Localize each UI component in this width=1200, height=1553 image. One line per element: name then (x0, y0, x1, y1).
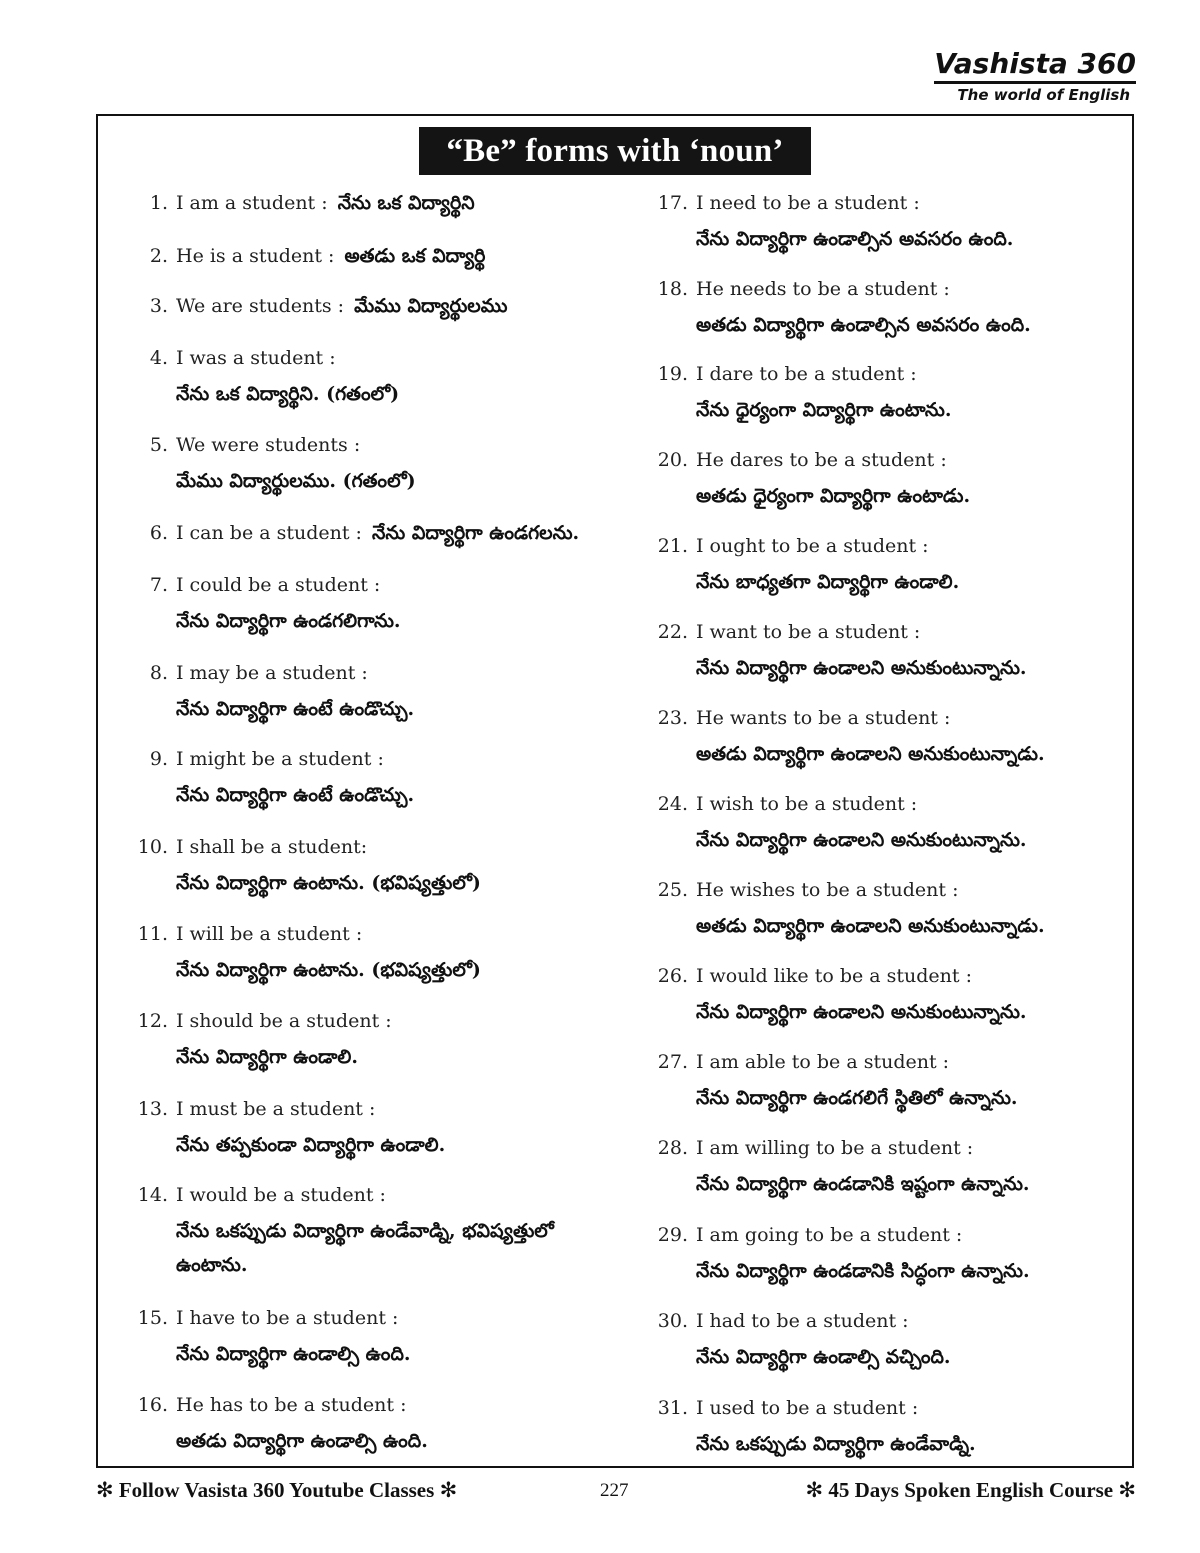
telugu-translation: నేను విద్యార్థిగా ఉండాలని అనుకుంటున్నాను. (696, 829, 1027, 851)
english-text: I dare to be a student : (696, 363, 917, 385)
telugu-translation: అతడు విద్యార్థిగా ఉండాలని అనుకుంటున్నాడు. (696, 743, 1045, 765)
english-text: I wish to be a student : (696, 793, 918, 815)
item-number: 20. (657, 449, 688, 471)
list-item (132, 921, 481, 983)
telugu-translation: నేను ఒక విద్యార్థిని. (గతంలో) (176, 383, 400, 405)
item-number: 7. (149, 574, 168, 596)
footer-right-text: 45 Days Spoken English Course (828, 1478, 1114, 1502)
list-item (132, 520, 579, 546)
english-text: I was a student : (176, 347, 336, 369)
telugu-translation: అతడు విద్యార్థిగా ఉండాల్సి ఉంది. (176, 1430, 428, 1452)
english-sentence (132, 1096, 445, 1122)
telugu-translation: నేను విద్యార్థిగా ఉండాలని అనుకుంటున్నాను. (696, 1001, 1027, 1023)
item-number: 27. (657, 1051, 688, 1073)
item-number: 8. (149, 662, 168, 684)
star-icon: ✻ (805, 1478, 824, 1502)
english-text: I shall be a student: (176, 836, 368, 858)
english-text: He has to be a student : (176, 1394, 407, 1416)
star-icon: ✻ (96, 1478, 114, 1502)
list-item (132, 572, 401, 634)
item-number: 18. (657, 278, 688, 300)
footer-right (806, 1476, 1136, 1504)
item-number: 12. (137, 1010, 168, 1032)
list-item (132, 432, 416, 494)
english-text: He is a student : (176, 245, 341, 267)
list-item (652, 705, 1045, 767)
list-item (132, 190, 475, 216)
list-item (132, 746, 414, 808)
english-sentence (652, 447, 970, 473)
list-item (652, 877, 1045, 939)
telugu-translation: నేను విద్యార్థిగా ఉండాల్సిన అవసరం ఉంది. (696, 228, 1014, 250)
item-number: 1. (149, 192, 168, 214)
english-text: I need to be a student : (696, 192, 920, 214)
telugu-translation: నేను విద్యార్థిగా ఉండాలని అనుకుంటున్నాను. (696, 657, 1027, 679)
english-sentence (652, 1395, 976, 1421)
english-sentence (652, 361, 951, 387)
item-number: 31. (657, 1397, 688, 1419)
english-text: He dares to be a student : (696, 449, 947, 471)
english-text: I would like to be a student : (696, 965, 972, 987)
english-text: I ought to be a student : (696, 535, 929, 557)
telugu-translation: నేను విద్యార్థిగా ఉండాల్సి వచ్చింది. (696, 1346, 951, 1368)
english-text: He wishes to be a student : (696, 879, 959, 901)
item-number: 30. (657, 1310, 688, 1332)
footer-left-text: Follow Vasista 360 Youtube Classes (118, 1478, 435, 1502)
english-text: I am a student : (176, 192, 334, 214)
english-sentence (652, 963, 1027, 989)
english-text: We were students : (176, 434, 361, 456)
english-sentence (132, 190, 475, 216)
english-text: I used to be a student : (696, 1397, 919, 1419)
english-text: I have to be a student : (176, 1307, 399, 1329)
item-number: 13. (137, 1098, 168, 1120)
page-title: “Be” forms with ‘noun’ (419, 127, 811, 175)
brand-tagline: The world of English (957, 86, 1130, 104)
item-number: 2. (149, 245, 168, 267)
list-item (652, 1395, 976, 1457)
english-sentence (652, 1222, 1030, 1248)
english-text: He wants to be a student : (696, 707, 951, 729)
star-icon: ✻ (1118, 1478, 1136, 1502)
english-sentence (652, 791, 1027, 817)
page-number: 227 (600, 1480, 629, 1501)
brand-header (934, 48, 1136, 104)
english-sentence (652, 1135, 1030, 1161)
list-item (652, 791, 1027, 853)
english-sentence (132, 834, 481, 860)
english-text: I would be a student : (176, 1184, 386, 1206)
telugu-translation: నేను విద్యార్థిగా ఉంటాను. (భవిష్యత్తులో) (176, 872, 481, 894)
telugu-translation: నేను ఒకప్పుడు విద్యార్థిగా ఉండేవాడ్ని. (696, 1433, 976, 1455)
telugu-translation: నేను విద్యార్థిగా ఉండగలిగాను. (176, 610, 401, 632)
telugu-translation: నేను ఒకప్పుడు విద్యార్థిగా ఉండేవాడ్ని, భవిష్యత్తులో ఉంటాను. (176, 1220, 554, 1276)
telugu-translation: అతడు విద్యార్థిగా ఉండాల్సిన అవసరం ఉంది. (696, 314, 1031, 336)
list-item (652, 1308, 950, 1370)
telugu-translation: నేను విద్యార్థిగా ఉండాల్సి ఉంది. (176, 1343, 411, 1365)
english-sentence (132, 1392, 428, 1418)
english-sentence (132, 1305, 410, 1331)
telugu-translation: మేము విద్యార్థులము (354, 295, 508, 317)
telugu-translation: నేను విద్యార్థిగా ఉండాలి. (176, 1046, 358, 1068)
telugu-translation: నేను విద్యార్థిగా ఉండగలను. (372, 522, 580, 544)
list-item (132, 1182, 616, 1282)
english-sentence (652, 190, 1013, 216)
item-number: 15. (137, 1307, 168, 1329)
telugu-translation: నేను విద్యార్థిగా ఉంటే ఉండొచ్చు. (176, 784, 415, 806)
english-sentence (132, 243, 485, 269)
star-icon: ✻ (439, 1478, 458, 1502)
english-text: I should be a student : (176, 1010, 392, 1032)
item-number: 29. (657, 1224, 688, 1246)
english-text: He needs to be a student : (696, 278, 950, 300)
telugu-translation: నేను ఒక విద్యార్థిని (337, 192, 475, 214)
english-text: I had to be a student : (696, 1310, 909, 1332)
english-text: I could be a student : (176, 574, 381, 596)
english-sentence (652, 533, 959, 559)
english-sentence (132, 520, 579, 546)
item-number: 19. (657, 363, 688, 385)
english-sentence (132, 746, 414, 772)
telugu-translation: నేను విద్యార్థిగా ఉంటే ఉండొచ్చు. (176, 698, 415, 720)
list-item (132, 1008, 392, 1070)
telugu-translation: నేను విద్యార్థిగా ఉండడానికి సిద్ధంగా ఉన్నాను. (696, 1260, 1030, 1282)
item-number: 25. (657, 879, 688, 901)
list-item (652, 533, 959, 595)
footer-left (96, 1476, 457, 1504)
english-sentence (132, 1182, 616, 1208)
english-text: I will be a student : (176, 923, 363, 945)
telugu-translation: మేము విద్యార్థులము. (గతంలో) (176, 470, 416, 492)
item-number: 17. (657, 192, 688, 214)
list-item (652, 1049, 1018, 1111)
item-number: 6. (149, 522, 168, 544)
list-item (132, 345, 399, 407)
item-number: 14. (137, 1184, 168, 1206)
item-number: 5. (149, 434, 168, 456)
item-number: 23. (657, 707, 688, 729)
english-text: I am going to be a student : (696, 1224, 963, 1246)
item-number: 16. (137, 1394, 168, 1416)
english-sentence (132, 432, 416, 458)
english-sentence (132, 345, 399, 371)
item-number: 4. (149, 347, 168, 369)
telugu-translation: నేను తప్పకుండా విద్యార్థిగా ఉండాలి. (176, 1134, 446, 1156)
item-number: 3. (149, 295, 168, 317)
english-text: I must be a student : (176, 1098, 376, 1120)
item-number: 26. (657, 965, 688, 987)
english-sentence (652, 619, 1027, 645)
english-text: I can be a student : (176, 522, 368, 544)
english-text: I might be a student : (176, 748, 384, 770)
list-item (652, 619, 1027, 681)
item-number: 22. (657, 621, 688, 643)
english-sentence (652, 1049, 1018, 1075)
item-number: 24. (657, 793, 688, 815)
telugu-translation: నేను విద్యార్థిగా ఉండడానికి ఇష్టంగా ఉన్నాను. (696, 1173, 1030, 1195)
telugu-translation: అతడు విద్యార్థిగా ఉండాలని అనుకుంటున్నాడు. (696, 915, 1045, 937)
english-sentence (132, 660, 414, 686)
english-sentence (652, 705, 1045, 731)
list-item (132, 660, 414, 722)
item-number: 28. (657, 1137, 688, 1159)
english-sentence (132, 293, 507, 319)
telugu-translation: అతడు ధైర్యంగా విద్యార్థిగా ఉంటాడు. (696, 485, 971, 507)
list-item (132, 243, 485, 269)
telugu-translation: నేను విద్యార్థిగా ఉండగలిగే స్థితిలో ఉన్నాను. (696, 1087, 1018, 1109)
english-sentence (132, 921, 481, 947)
telugu-translation: నేను ధైర్యంగా విద్యార్థిగా ఉంటాను. (696, 399, 952, 421)
item-number: 9. (149, 748, 168, 770)
english-text: We are students : (176, 295, 351, 317)
english-sentence (132, 572, 401, 598)
english-sentence (652, 1308, 950, 1334)
list-item (652, 447, 970, 509)
item-number: 21. (657, 535, 688, 557)
english-text: I may be a student : (176, 662, 368, 684)
english-sentence (652, 877, 1045, 903)
telugu-translation: అతడు ఒక విద్యార్థి (344, 245, 486, 267)
item-number: 11. (137, 923, 168, 945)
telugu-translation: నేను విద్యార్థిగా ఉంటాను. (భవిష్యత్తులో) (176, 959, 481, 981)
list-item (652, 1222, 1030, 1284)
list-item (652, 963, 1027, 1025)
list-item (132, 1305, 410, 1367)
english-sentence (652, 276, 1031, 302)
english-text: I am willing to be a student : (696, 1137, 974, 1159)
brand-title: Vashista 360 (934, 48, 1136, 84)
telugu-translation: నేను బాధ్యతగా విద్యార్థిగా ఉండాలి. (696, 571, 960, 593)
list-item (132, 834, 481, 896)
list-item (132, 1096, 445, 1158)
list-item (132, 293, 507, 319)
list-item (652, 1135, 1030, 1197)
english-text: I am able to be a student : (696, 1051, 950, 1073)
list-item (132, 1392, 428, 1454)
list-item (652, 276, 1031, 338)
english-text: I want to be a student : (696, 621, 921, 643)
list-item (652, 361, 951, 423)
item-number: 10. (137, 836, 168, 858)
english-sentence (132, 1008, 392, 1034)
list-item (652, 190, 1013, 252)
